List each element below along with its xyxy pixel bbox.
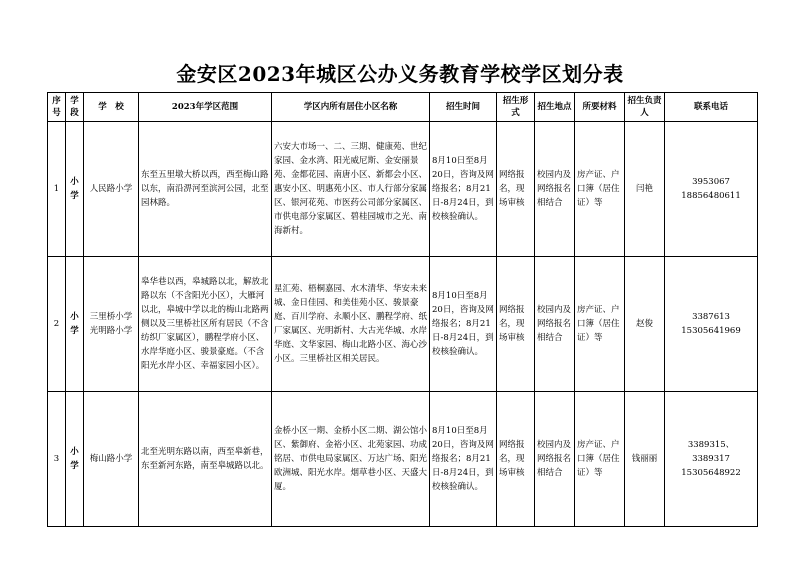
row-range: 北至光明东路以南，西至皋新巷，东至新河东路，南至皋城路以北。	[139, 392, 272, 527]
header-phone: 联系电话	[665, 93, 758, 122]
row-phone	[665, 122, 758, 257]
header-person: 招生负责人	[625, 93, 665, 122]
header-stage: 学段	[66, 93, 84, 122]
row-person: 赵俊	[625, 257, 665, 392]
row-form: 网络报名，现场审核	[497, 122, 535, 257]
row-school: 梅山路小学	[84, 392, 139, 527]
header-form: 招生形式	[497, 93, 535, 122]
row-stage: 小学	[66, 257, 84, 392]
row-materials: 房产证、户口簿（居住证）等	[575, 257, 625, 392]
row-time: 8月10日至8月20日，咨询及网络报名；8月21日-8月24日，到校核验确认。	[430, 122, 497, 257]
row-stage: 小学	[66, 392, 84, 527]
row-place: 校园内及网络报名相结合	[535, 392, 575, 527]
row-stage: 小学	[66, 122, 84, 257]
table-header-row	[48, 93, 758, 122]
header-range: 2023年学区范围	[139, 93, 272, 122]
row-materials: 房产证、户口簿（居住证）等	[575, 392, 625, 527]
row-form: 网络报名，现场审核	[497, 257, 535, 392]
table-row	[48, 392, 758, 527]
school-district-table	[47, 92, 758, 527]
row-place: 校园内及网络报名相结合	[535, 122, 575, 257]
row-phone	[665, 392, 758, 527]
row-range: 东至五里墩大桥以西，西至梅山路以东，南沿淠河至滨河公园，北至园林路。	[139, 122, 272, 257]
header-school: 学 校	[84, 93, 139, 122]
row-form: 网络报名，现场审核	[497, 392, 535, 527]
row-time: 8月10日至8月20日，咨询及网络报名；8月21日-8月24日，到校核验确认。	[430, 392, 497, 527]
row-time: 8月10日至8月20日，咨询及网络报名；8月21日-8月24日，到校核验确认。	[430, 257, 497, 392]
page-title: 金安区2023年城区公办义务教育学校学区划分表	[176, 62, 624, 86]
phone-number: 18856480611	[681, 191, 741, 201]
row-person: 闫艳	[625, 122, 665, 257]
phone-number: 3387613	[692, 312, 730, 322]
row-place: 校园内及网络报名相结合	[535, 257, 575, 392]
row-seq: 2	[48, 257, 66, 392]
table-row	[48, 122, 758, 257]
header-seq: 序号	[48, 93, 66, 122]
phone-number: 3389315、	[687, 440, 735, 450]
row-range: 皋华巷以西，皋城路以北，解放北路以东（不含阳光小区），大雁河以北，皋城中学以北的梅山北路两侧以及三里桥社区所有居民（不含纺织厂家属区），鹏程学府小区、水岸华庭小区、骏景豪庭。（不含阳光水岸小区、幸福家园小区）。	[139, 257, 272, 392]
row-communities: 星汇苑、梧桐嘉园、水木清华、华安未来城、金日佳园、和美佳苑小区、骏景豪庭、百川学府、永顺小区、鹏程学府、纸厂家属区、光明新村、大古光华城、水岸华庭、文华家园、梅山北路小区、海心沙小区。三里桥社区相关居民。	[272, 257, 430, 392]
row-school: 三里桥小学光明路小学	[84, 257, 139, 392]
row-seq: 1	[48, 122, 66, 257]
row-communities: 金桥小区一期、金桥小区二期、湖公馆小区、紫御府、金裕小区、北苑家园、功成铭居、市供电局家属区、万达广场、阳光欧洲城、阳光水岸。烟草巷小区、天盛大厦。	[272, 392, 430, 527]
header-materials: 所要材料	[575, 93, 625, 122]
table-row	[48, 257, 758, 392]
row-school: 人民路小学	[84, 122, 139, 257]
row-phone	[665, 257, 758, 392]
phone-number: 15305648922	[681, 468, 741, 478]
phone-number: 3953067	[692, 177, 730, 187]
row-person: 钱丽丽	[625, 392, 665, 527]
header-communities: 学区内所有居住小区名称	[272, 93, 430, 122]
row-seq: 3	[48, 392, 66, 527]
phone-number: 3389317	[692, 454, 730, 464]
row-communities: 六安大市场一、二、三期、健康苑、世纪家园、金水湾、阳光威尼斯、金安丽景苑、金都花园、南唐小区、新都会小区、惠安小区、明惠苑小区、市人行部分家属区、银河花苑、市医药公司部分家属区、市供电部分家属区、碧桂园城市之光、南海新村。	[272, 122, 430, 257]
row-materials: 房产证、户口簿（居住证）等	[575, 122, 625, 257]
header-place: 招生地点	[535, 93, 575, 122]
header-time: 招生时间	[430, 93, 497, 122]
phone-number: 15305641969	[681, 326, 741, 336]
